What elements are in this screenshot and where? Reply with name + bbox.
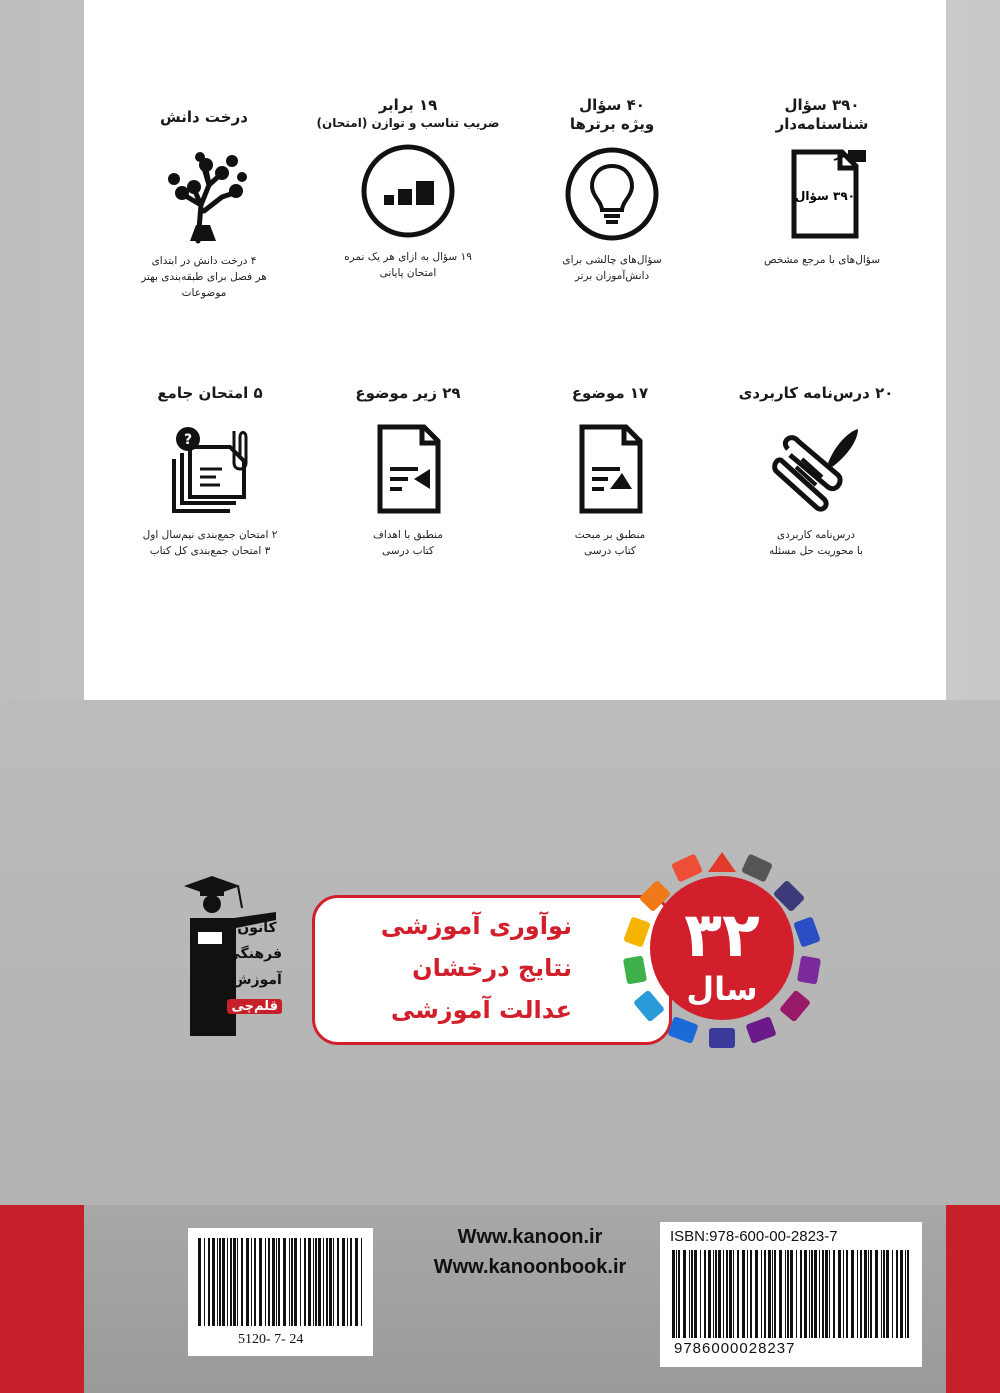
feature-5-exams	[110, 384, 310, 559]
barcode-bar	[204, 1238, 205, 1326]
barcode-bar	[833, 1250, 835, 1338]
barcode-bar	[779, 1250, 782, 1338]
barcode-bar	[764, 1250, 766, 1338]
barcode-bar	[755, 1250, 758, 1338]
barcode-bar	[723, 1250, 724, 1338]
slogan-line: نوآوری آموزشی	[380, 912, 572, 940]
barcode-bar	[241, 1238, 243, 1326]
feature-29-subtopics	[308, 384, 508, 559]
feature-title: ۲۹ زیر موضوع	[355, 384, 461, 402]
barcode-bar	[900, 1250, 903, 1338]
barcode-bar	[796, 1250, 797, 1338]
exam-papers-icon	[160, 419, 260, 519]
feature-title: ۳۹۰ سؤال	[784, 96, 860, 114]
years-word: سال	[686, 970, 758, 1008]
feature-desc-line: درس‌نامه کاربردی	[776, 529, 856, 541]
feature-desc-line: منطبق بر مبحث	[574, 529, 646, 541]
barcode-bar	[704, 1250, 706, 1338]
barcode-bar	[208, 1238, 210, 1326]
barcode-bar	[294, 1238, 297, 1326]
website-url[interactable]: Www.kanoonbook.ir	[433, 1256, 627, 1278]
barcode-bar	[350, 1238, 352, 1326]
document-tag-icon	[772, 144, 872, 244]
website-url[interactable]: Www.kanoon.ir	[457, 1226, 603, 1248]
barcode-bar	[713, 1250, 714, 1338]
barcode-bar	[800, 1250, 802, 1338]
barcode-small-bars	[188, 1228, 373, 1328]
feature-desc-line: ۳ امتحان جمع‌بندی کل کتاب	[149, 545, 271, 557]
barcode-bar	[708, 1250, 711, 1338]
barcode-bar	[870, 1250, 872, 1338]
barcode-bar	[313, 1238, 314, 1326]
barcode-bar	[318, 1238, 321, 1326]
barcode-bar	[355, 1238, 358, 1326]
scroll-quill-icon	[766, 419, 866, 519]
feature-title: ۵ امتحان جامع	[157, 384, 263, 402]
barcode-bar	[747, 1250, 748, 1338]
barcode-bar	[304, 1238, 306, 1326]
document-arrow-icon	[358, 419, 458, 519]
feature-17-topics	[510, 384, 710, 559]
isbn-barcode	[660, 1222, 922, 1367]
barcode-small	[188, 1228, 373, 1356]
logo-line: کانون	[237, 920, 277, 936]
barcode-bar	[333, 1238, 334, 1326]
barcode-small-text: 5120- 7- 24	[238, 1332, 304, 1347]
isbn-digits: 9786000028237	[674, 1340, 796, 1357]
barcode-bar	[233, 1238, 236, 1326]
feature-desc-line: منطبق با اهداف	[373, 529, 443, 541]
barcode-bar	[886, 1250, 889, 1338]
barcode-bar	[905, 1250, 906, 1338]
logo-brand	[232, 998, 282, 1014]
barcode-bar	[772, 1250, 773, 1338]
barcode-bar	[700, 1250, 701, 1338]
feature-desc-line: موضوعات	[181, 287, 227, 299]
barcode-bar	[219, 1238, 221, 1326]
barcode-bar	[881, 1250, 882, 1338]
barcode-bar	[737, 1250, 739, 1338]
barcode-bar	[694, 1250, 697, 1338]
feature-subtitle: ضریب تناسب و توازن (امتحان)	[316, 116, 500, 130]
barcode-bar	[217, 1238, 218, 1326]
feature-knowledge-tree	[104, 108, 304, 301]
feature-19-times	[308, 96, 508, 281]
barcode-bar	[857, 1250, 858, 1338]
barcode-bar	[246, 1238, 249, 1326]
logo-line: فرهنگی	[226, 946, 282, 962]
barcode-bar	[846, 1250, 848, 1338]
barcode-bar	[768, 1250, 771, 1338]
lightbulb-icon	[562, 144, 662, 244]
barcode-bar	[315, 1238, 317, 1326]
barcode-bar	[790, 1250, 793, 1338]
barcode-bar	[811, 1250, 813, 1338]
icon-label: ۳۹۰ سؤال	[794, 189, 856, 203]
barcode-bar	[774, 1250, 776, 1338]
barcode-bar	[265, 1238, 266, 1326]
feature-title: درخت دانش	[160, 108, 248, 126]
barcode-bar	[761, 1250, 762, 1338]
feature-desc-line: ۱۹ سؤال به ازای هر یک نمره	[344, 251, 472, 263]
document-triangle-icon	[560, 419, 660, 519]
barcode-bar	[851, 1250, 854, 1338]
barcode-bar	[787, 1250, 789, 1338]
barcode-bar	[868, 1250, 869, 1338]
barcode-bar	[259, 1238, 262, 1326]
barcode-bar	[726, 1250, 728, 1338]
barcode-bar	[838, 1250, 841, 1338]
logo-line: آموزش	[232, 972, 282, 988]
barcode-bar	[689, 1250, 690, 1338]
feature-desc-line: کتاب درسی	[382, 545, 434, 557]
feature-desc-line: با محوریت حل مسئله	[769, 545, 863, 557]
barcode-bar	[733, 1250, 734, 1338]
barcode-bar	[308, 1238, 311, 1326]
32-years-badge	[612, 838, 832, 1058]
barcode-bar	[875, 1250, 878, 1338]
barcode-bar	[672, 1250, 675, 1338]
barcode-bar	[361, 1238, 362, 1326]
barcode-bar	[825, 1250, 828, 1338]
barcode-bar	[227, 1238, 228, 1326]
feature-desc-line: سؤال‌های با مرجع مشخص	[764, 254, 880, 266]
barcode-bar	[212, 1238, 215, 1326]
barcode-bar	[691, 1250, 693, 1338]
barcode-bar	[272, 1238, 275, 1326]
barcode-bar	[809, 1250, 810, 1338]
feature-desc-line: امتحان پایانی	[379, 267, 437, 279]
barcode-bar	[715, 1250, 717, 1338]
barcode-bar	[251, 1238, 252, 1326]
slogan-line: عدالت آموزشی	[390, 996, 572, 1024]
feature-desc-line: هر فصل برای طبقه‌بندی بهتر	[141, 271, 267, 283]
barcode-bar	[237, 1238, 238, 1326]
feature-20-lessons	[716, 384, 916, 559]
svg-text:?: ?	[183, 432, 193, 448]
feature-title: ۴۰ سؤال	[579, 96, 645, 114]
feature-desc-line: سؤال‌های چالشی برای	[562, 254, 662, 266]
barcode-bar	[326, 1238, 328, 1326]
knowledge-tree-icon	[154, 145, 254, 245]
bar-chart-icon	[358, 141, 458, 241]
barcode-bar	[230, 1238, 232, 1326]
barcode-bar	[896, 1250, 898, 1338]
years-number: ۳۲	[684, 898, 760, 971]
barcode-bar	[276, 1238, 277, 1326]
barcode-bar	[829, 1250, 830, 1338]
feature-390-questions	[722, 96, 922, 268]
barcode-bar	[289, 1238, 290, 1326]
barcode-bar	[222, 1238, 225, 1326]
barcode-bar	[676, 1250, 677, 1338]
barcode-bar	[843, 1250, 844, 1338]
feature-desc-line: ۴ درخت دانش در ابتدای	[151, 255, 257, 267]
barcode-bar	[742, 1250, 745, 1338]
barcode-bar	[907, 1250, 909, 1338]
barcode-bar	[729, 1250, 732, 1338]
barcode-bar	[819, 1250, 820, 1338]
feature-subtitle: شناسنامه‌دار	[775, 115, 869, 133]
feature-desc-line: ۲ امتحان جمع‌بندی نیم‌سال اول	[142, 529, 278, 541]
barcode-bar	[683, 1250, 686, 1338]
feature-title: ۱۷ موضوع	[571, 384, 649, 402]
barcode-bar	[268, 1238, 270, 1326]
slogan-line: نتایج درخشان	[412, 954, 572, 982]
barcode-bar	[347, 1238, 348, 1326]
barcode-bar	[342, 1238, 345, 1326]
barcode-bar	[804, 1250, 807, 1338]
barcode-bar	[814, 1250, 817, 1338]
barcode-bar	[678, 1250, 680, 1338]
barcode-bar	[822, 1250, 824, 1338]
barcode-bar	[892, 1250, 893, 1338]
barcode-bar	[300, 1238, 301, 1326]
barcode-bar	[864, 1250, 867, 1338]
barcode-bar	[198, 1238, 201, 1326]
barcode-bar	[291, 1238, 293, 1326]
barcode-bar	[883, 1250, 885, 1338]
feature-desc-line: دانش‌آموزان برتر	[574, 270, 650, 282]
barcode-bar	[750, 1250, 752, 1338]
isbn-label: ISBN:978-600-00-2823-7	[670, 1228, 838, 1245]
feature-title: ۲۰ درس‌نامه کاربردی	[738, 384, 894, 402]
logo-brand-text: قلم‌چی	[227, 999, 282, 1014]
barcode-bar	[860, 1250, 862, 1338]
barcode-bar	[254, 1238, 256, 1326]
feature-desc-line: کتاب درسی	[584, 545, 636, 557]
feature-title: ۱۹ برابر	[378, 96, 438, 114]
feature-40-questions	[512, 96, 712, 284]
barcode-bar	[785, 1250, 786, 1338]
feature-subtitle: ویژه برترها	[569, 115, 655, 133]
barcode-bar	[323, 1238, 324, 1326]
barcode-bar	[718, 1250, 721, 1338]
barcode-bar	[278, 1238, 280, 1326]
barcode-bar	[329, 1238, 332, 1326]
barcode-bar	[337, 1238, 339, 1326]
barcode-bar	[283, 1238, 286, 1326]
